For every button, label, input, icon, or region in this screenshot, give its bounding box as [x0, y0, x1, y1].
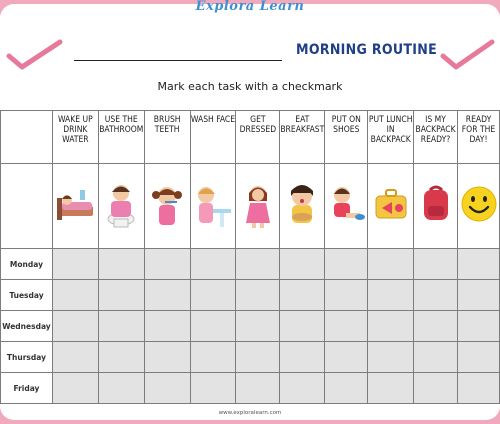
check-cell[interactable]	[458, 311, 500, 342]
instructions: Mark each task with a checkmark	[157, 80, 343, 93]
task-header-row	[1, 111, 500, 164]
check-cell[interactable]	[368, 311, 414, 342]
day-row	[1, 249, 500, 280]
lunchbox-icon	[372, 184, 410, 224]
girl-eating-icon	[282, 179, 322, 229]
check-cell[interactable]	[280, 280, 325, 311]
check-cell[interactable]	[190, 342, 236, 373]
check-cell[interactable]	[325, 311, 368, 342]
check-cell[interactable]	[325, 373, 368, 404]
check-cell[interactable]	[144, 249, 190, 280]
check-cell[interactable]	[52, 249, 98, 280]
task-label: READY FOR THE DAY!	[458, 111, 500, 164]
check-cell[interactable]	[458, 342, 500, 373]
check-cell[interactable]	[458, 280, 500, 311]
check-cell[interactable]	[190, 311, 236, 342]
check-cell[interactable]	[280, 342, 325, 373]
task-label: BRUSH TEETH	[144, 111, 190, 164]
day-label: Tuesday	[1, 280, 53, 311]
check-cell[interactable]	[236, 249, 280, 280]
check-cell[interactable]	[52, 373, 98, 404]
check-cell[interactable]	[98, 342, 144, 373]
task-label: GET DRESSED	[236, 111, 280, 164]
task-picture-row	[1, 164, 500, 249]
check-cell[interactable]	[280, 249, 325, 280]
girl-on-toilet-icon	[101, 179, 141, 229]
girl-in-bed-icon	[54, 184, 96, 224]
check-cell[interactable]	[368, 280, 414, 311]
check-cell[interactable]	[52, 280, 98, 311]
task-label: PUT LUNCH IN BACKPACK	[368, 111, 414, 164]
task-label: USE THE BATHROOM	[98, 111, 144, 164]
check-cell[interactable]	[144, 342, 190, 373]
check-cell[interactable]	[368, 249, 414, 280]
check-cell[interactable]	[458, 373, 500, 404]
check-cell[interactable]	[98, 280, 144, 311]
task-label: PUT ON SHOES	[325, 111, 368, 164]
check-cell[interactable]	[325, 249, 368, 280]
check-cell[interactable]	[236, 311, 280, 342]
corner-cell	[1, 164, 53, 249]
check-cell[interactable]	[236, 373, 280, 404]
check-cell[interactable]	[98, 249, 144, 280]
task-label: EAT BREAKFAST	[280, 111, 325, 164]
check-cell[interactable]	[236, 280, 280, 311]
girl-brushing-teeth-icon	[147, 179, 187, 229]
check-cell[interactable]	[280, 311, 325, 342]
check-cell[interactable]	[190, 373, 236, 404]
check-cell[interactable]	[280, 373, 325, 404]
check-cell[interactable]	[414, 373, 458, 404]
backpack-icon	[417, 182, 455, 226]
girl-at-sink-icon	[193, 179, 233, 229]
corner-cell	[1, 111, 53, 164]
check-cell[interactable]	[368, 342, 414, 373]
routine-chart	[0, 110, 500, 404]
day-label: Thursday	[1, 342, 53, 373]
check-cell[interactable]	[236, 342, 280, 373]
check-cell[interactable]	[368, 373, 414, 404]
brand-logo: Explora Learn	[195, 0, 305, 14]
footer-url: www.exploralearn.com	[218, 410, 282, 416]
day-label: Monday	[1, 249, 53, 280]
girl-putting-on-shoes-icon	[326, 179, 366, 229]
check-cell[interactable]	[414, 280, 458, 311]
day-row	[1, 373, 500, 404]
check-cell[interactable]	[98, 311, 144, 342]
check-cell[interactable]	[144, 311, 190, 342]
check-cell[interactable]	[458, 249, 500, 280]
check-cell[interactable]	[414, 311, 458, 342]
page-title: MORNING ROUTINE	[296, 42, 437, 58]
name-line[interactable]	[74, 60, 282, 61]
check-cell[interactable]	[190, 280, 236, 311]
day-row	[1, 311, 500, 342]
check-cell[interactable]	[190, 249, 236, 280]
checkmark-icon	[6, 38, 64, 72]
task-label: WASH FACE	[190, 111, 236, 164]
girl-dressed-icon	[238, 179, 278, 229]
checkmark-icon	[440, 38, 496, 72]
day-row	[1, 280, 500, 311]
task-label: IS MY BACKPACK READY?	[414, 111, 458, 164]
check-cell[interactable]	[325, 280, 368, 311]
check-cell[interactable]	[325, 342, 368, 373]
check-cell[interactable]	[98, 373, 144, 404]
day-label: Wednesday	[1, 311, 53, 342]
task-label: WAKE UP DRINK WATER	[52, 111, 98, 164]
check-cell[interactable]	[144, 280, 190, 311]
check-cell[interactable]	[52, 342, 98, 373]
smiley-face-icon	[460, 184, 498, 224]
check-cell[interactable]	[144, 373, 190, 404]
day-row	[1, 342, 500, 373]
day-label: Friday	[1, 373, 53, 404]
check-cell[interactable]	[414, 342, 458, 373]
check-cell[interactable]	[52, 311, 98, 342]
check-cell[interactable]	[414, 249, 458, 280]
